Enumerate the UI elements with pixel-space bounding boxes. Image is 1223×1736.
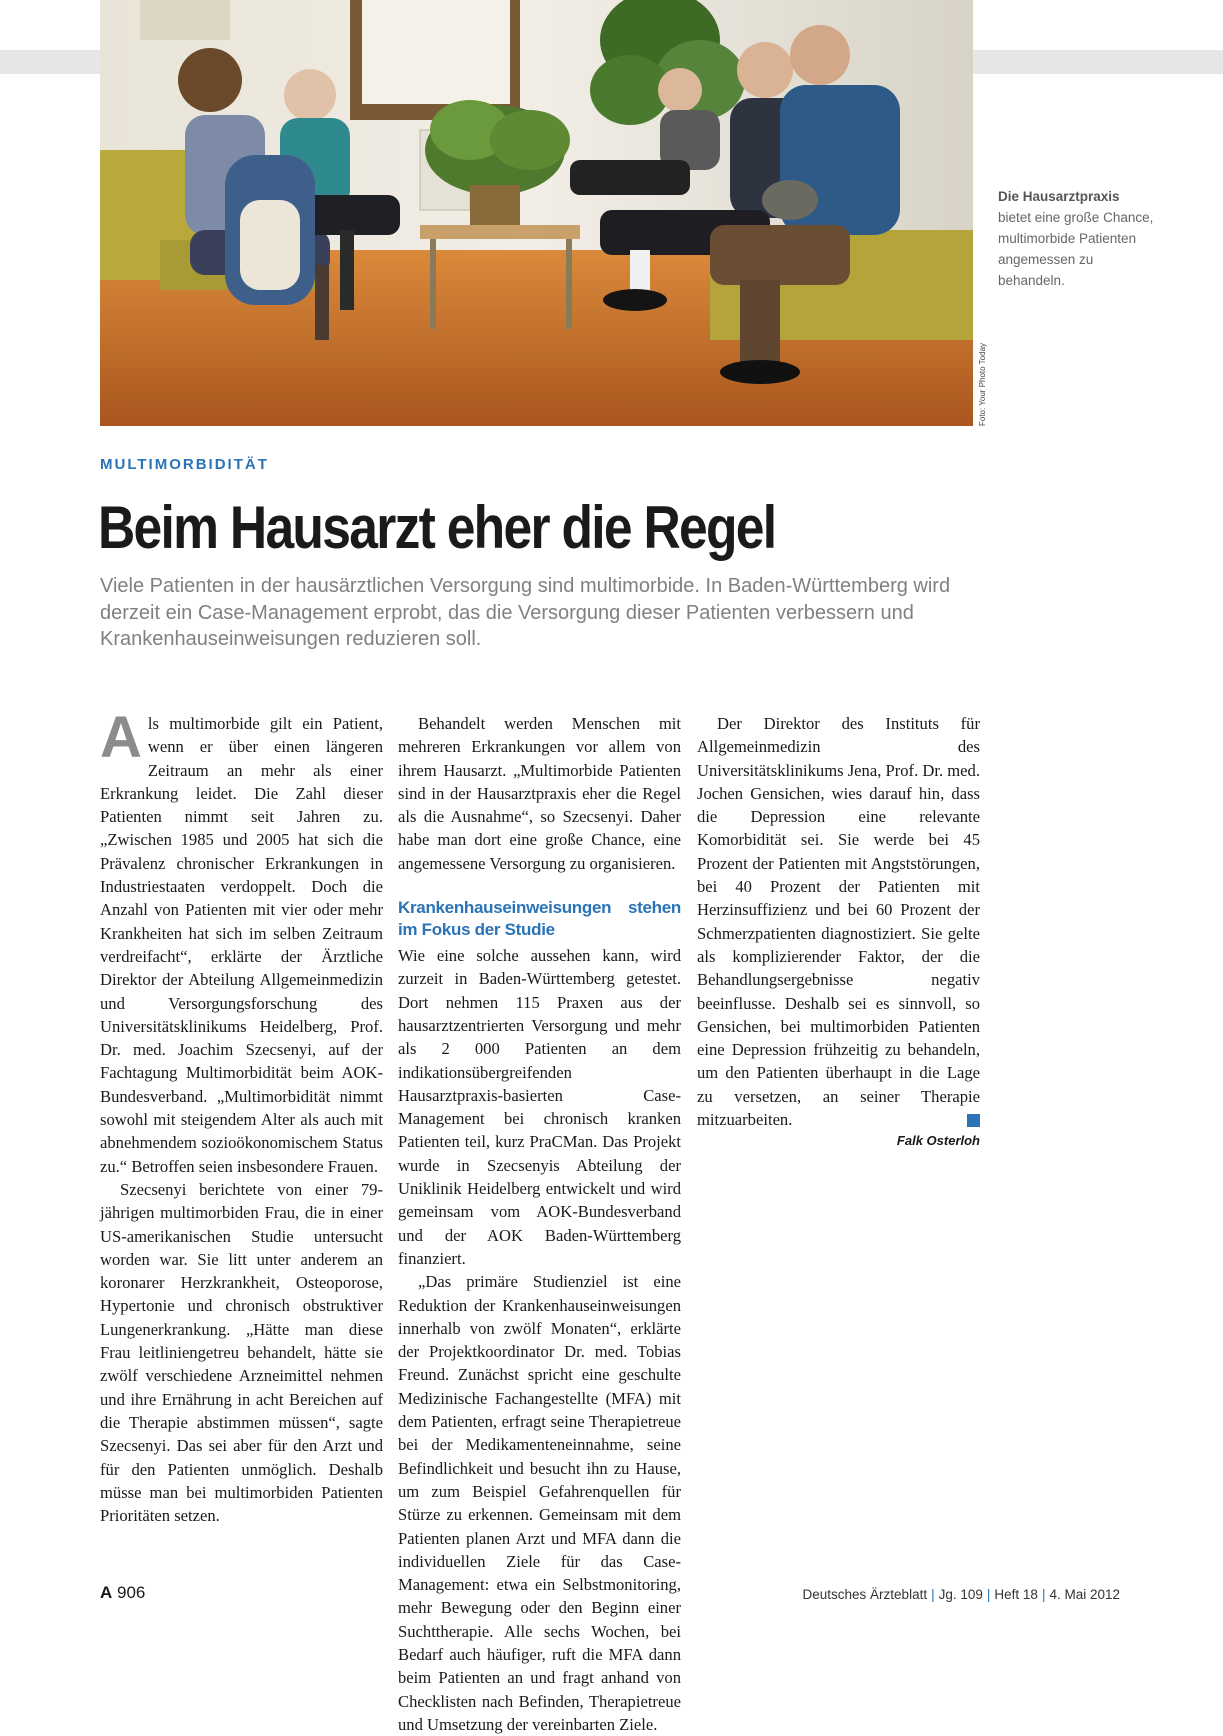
drop-cap: A <box>100 705 142 770</box>
paragraph-3: Behandelt werden Menschen mit mehreren Erkrankungen vor allem von ihrem Hausarzt. „Multimorbide Patienten sind in der Hausarztpraxis eher die Regel als die Ausnahme“, so Szecsenyi. Daher habe man dort eine große Chance, eine angemessene Versorgung zu organisieren. <box>398 714 681 873</box>
caption-title: Die Hausarztpraxis <box>998 189 1120 204</box>
header-band-right <box>973 50 1223 74</box>
footer-separator: | <box>986 1587 991 1602</box>
article-photo <box>100 0 973 426</box>
photo-caption <box>998 186 1158 291</box>
article-kicker: MULTIMORBIDITÄT <box>100 456 269 473</box>
journal-footer <box>803 1587 1120 1602</box>
article-lead: Viele Patienten in der hausärztlichen Versorgung sind multimorbide. In Baden-Württemberg wird derzeit ein Case-Management erprobt, das die Versorgung dieser Patienten verbessern und Krankenhauseinweisungen reduzieren soll. <box>100 575 951 650</box>
footer-separator: | <box>931 1587 935 1602</box>
journal-volume: Jg. 109 <box>938 1587 983 1602</box>
photo-credit: Foto: Your Photo Today <box>978 342 987 426</box>
article-headline: Beim Hausarzt eher die Regel <box>98 494 776 561</box>
end-mark-icon <box>967 1114 980 1127</box>
paragraph-6: Der Direktor des Instituts für Allgemeinmedizin des Universitätsklinikums Jena, Prof. Dr. med. Jochen Gensichen, wies darauf hin, dass die Depression eine relevante Komorbidität sei. Sie werde bei 45 Prozent der Patienten mit Angststörungen, bei 40 Prozent der Patienten mit Herzinsuffizienz und bei 60 Prozent der Schmerzpatienten diagnostiziert. Sie gelte als komplizierender Faktor, der die Behandlungsergebnisse negativ beeinflusse. Deshalb sei es sinnvoll, so Gensichen, bei multimorbiden Patienten eine Depression frühzeitig zu behandeln, um den Patienten überhaupt in die Lage zu versetzen, an seiner Therapie mitzuarbeiten. <box>697 714 980 1130</box>
header-band-left <box>0 50 100 74</box>
article-subhead: Krankenhauseinweisungen stehen im Fokus der Studie <box>398 898 681 940</box>
article-column-1 <box>100 705 383 1527</box>
paragraph-1: Als multimorbide gilt ein Patient, wenn er über einen längeren Zeitraum an mehr als einer Erkrankung leidet. Die Zahl dieser Patienten nimmt seit Jahren zu. „Zwischen 1985 und 2005 hat sich die Prävalenz chronischer Erkrankungen in Industriestaaten verdoppelt. Doch die Anzahl von Patienten mit vier oder mehr Krankheiten hat sich im selben Zeitraum verdreifacht“, erklärte der Ärztliche Direktor der Abteilung Allgemeinmedizin und Versorgungsforschung des Universitätsklinikums Heidelberg, Prof. Dr. med. Joachim Szecsenyi, auf der Fachtagung Multimorbidität beim AOK-Bundesverband. „Multimorbidität nimmt sowohl mit steigendem Alter als auch mit abnehmendem sozioökonomischem Status zu.“ Betroffen seien insbesondere Frauen. <box>100 705 383 1176</box>
article-author: Falk Osterloh <box>896 1133 980 1149</box>
paragraph-4: Wie eine solche aussehen kann, wird zurzeit in Baden-Württemberg getestet. Dort nehmen 115 Praxen aus der hausarztzentrierten Versorgung und mehr als 2 000 Patienten an dem indikationsübergreifenden Hausarztpraxis-basierten Case-Management bei chronisch kranken Patienten teil, kurz PraCMan. Das Projekt wurde in Szecsenyis Abteilung der Uniklinik Heidelberg entwickelt und wird gemeinsam vom AOK-Bundesverband und der AOK Baden-Württemberg finanziert. <box>398 946 681 1268</box>
paragraph-5: „Das primäre Studienziel ist eine Reduktion der Krankenhauseinweisungen innerhalb von zwölf Monaten“, erklärte der Projektkoordinator Dr. med. Tobias Freund. Zunächst spricht eine geschulte Medizinische Fachangestellte (MFA) mit dem Patienten, erfragt seine Therapietreue bei der Medikamenteneinnahme, seine Befindlichkeit und besucht ihn zu Hause, um zum Beispiel Gefahrenquellen für Stürze zu erkennen. Gemeinsam mit dem Patienten planen Arzt und MFA dann die individuellen Ziele für das Case-Management: etwa ein Selbstmonitoring, mehr Bewegung oder den Beginn einer Suchttherapie. Alle sechs Wochen, bei Bedarf auch häufiger, ruft die MFA dann beim Patienten an und fragt anhand von Checklisten nach Befinden, Therapietreue und Umsetzung der vereinbarten Ziele. <box>398 1272 681 1734</box>
journal-issue: Heft 18 <box>994 1587 1038 1602</box>
article-column-2 <box>398 712 681 1736</box>
page-number: A 906 <box>100 1583 146 1602</box>
article-column-3 <box>697 712 980 1151</box>
paragraph-2: Szecsenyi berichtete von einer 79-jährigen multimorbiden Frau, die in einer US-amerikanischen Studie untersucht worden war. Sie litt unter anderem an koronarer Herzkrankheit, Osteoporose, Hypertonie und chronisch obstruktiver Lungenerkrankung. „Hätte man diese Frau leitliniengetreu behandelt, hätte sie zwölf verschiedene Arzneimittel nehmen und ihre Ernährung in acht Bereichen auf die Therapie abstimmen müssen“, sagte Szecsenyi. Das sei aber für den Arzt und für den Patienten unmöglich. Deshalb müsse man bei multimorbiden Patienten Prioritäten setzen. <box>100 1179 383 1526</box>
caption-text: bietet eine große Chance, multimorbide Patienten angemessen zu behandeln. <box>998 210 1154 288</box>
journal-name: Deutsches Ärzteblatt <box>802 1587 928 1602</box>
footer-separator: | <box>1041 1587 1046 1602</box>
journal-date: 4. Mai 2012 <box>1049 1587 1120 1602</box>
